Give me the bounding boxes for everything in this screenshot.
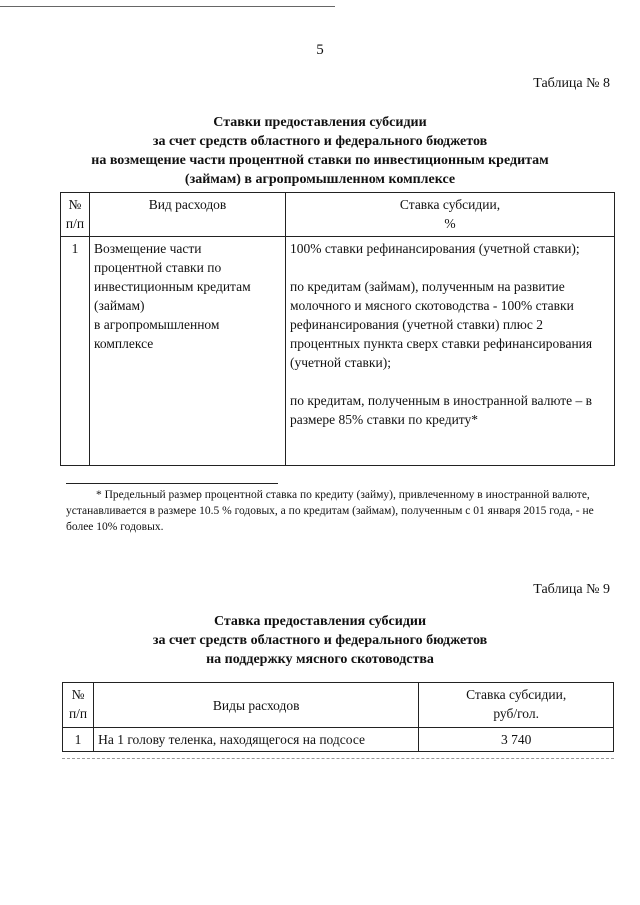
table9-header-num [63, 683, 94, 728]
table8-row-rate [286, 237, 615, 466]
table8-title-line: за счет средств областного и федерального бюджетов [152, 134, 488, 149]
table8-title [40, 113, 600, 189]
scan-artifact-line [62, 758, 614, 759]
header-num-symbol: № [71, 687, 85, 702]
table9-header-rate [419, 683, 614, 728]
table-row [61, 237, 615, 466]
type-line: Возмещение части [94, 241, 202, 256]
type-line: в агропромышленном [94, 317, 220, 332]
table9-title [40, 612, 600, 669]
table8-header-row [61, 193, 615, 237]
table9-caption: Таблица № 9 [533, 582, 610, 597]
table8-header-type: Вид расходов [90, 193, 286, 237]
type-line: процентной ставки по [94, 260, 222, 275]
table9-title-line: за счет средств областного и федерального бюджетов [152, 633, 488, 648]
table8-header-num [61, 193, 90, 237]
table8-caption: Таблица № 8 [533, 76, 610, 91]
type-line: комплексе [94, 336, 154, 351]
header-num-abbr: п/п [68, 706, 88, 721]
table8-title-line: на возмещение части процентной ставки по инвестиционным кредитам [91, 153, 549, 168]
table9-header-row [63, 683, 614, 728]
rate-paragraph: 100% ставки рефинансирования (учетной ставки); [290, 241, 580, 256]
table8-title-line: (займам) в агропромышленном комплексе [184, 172, 456, 187]
header-num-symbol: № [68, 197, 82, 212]
footnote-rule [66, 483, 278, 484]
type-line: (займам) [94, 298, 145, 313]
table8-footnote: * Предельный размер процентной ставка по кредиту (займу), привлеченному в иностранной валюте, устанавливается в размере 10.5 % годовых, а по кредитам (займам), полученным с 01 января 2015 года, - не более 10% годовых. [66, 489, 594, 533]
header-rate-label: Ставка субсидии, [466, 687, 567, 702]
table9-title-line: Ставка предоставления субсидии [213, 614, 427, 629]
table9-row-rate: 3 740 [419, 728, 614, 752]
header-rate-unit: % [444, 216, 456, 231]
top-rule [0, 6, 335, 7]
table9-header-type: Виды расходов [94, 683, 419, 728]
page-number: 5 [316, 42, 324, 58]
rate-paragraph: по кредитам (займам), полученным на развитие молочного и мясного скотоводства - 100% ставки рефинансирования (учетной ставки) плюс 2 процентных пункта сверх ставки рефинансирования (учетной ставки); [290, 279, 593, 370]
type-line: инвестиционным кредитам [94, 279, 251, 294]
table9-row-num: 1 [63, 728, 94, 752]
table-row [63, 728, 614, 752]
table9-title-line: на поддержку мясного скотоводства [206, 652, 434, 667]
header-rate-unit: руб/гол. [493, 706, 539, 721]
table9 [62, 682, 614, 752]
rate-paragraph: по кредитам, полученным в иностранной валюте – в размере 85% ставки по кредиту* [290, 393, 593, 427]
header-rate-label: Ставка субсидии, [399, 197, 501, 212]
table8-title-line: Ставки предоставления субсидии [213, 115, 427, 130]
header-num-abbr: п/п [65, 216, 85, 231]
table9-row-type: На 1 голову теленка, находящегося на подсосе [94, 728, 419, 752]
table8-row-num: 1 [61, 237, 90, 466]
table8-header-rate [286, 193, 615, 237]
table8 [60, 192, 615, 466]
table8-row-type [90, 237, 286, 466]
